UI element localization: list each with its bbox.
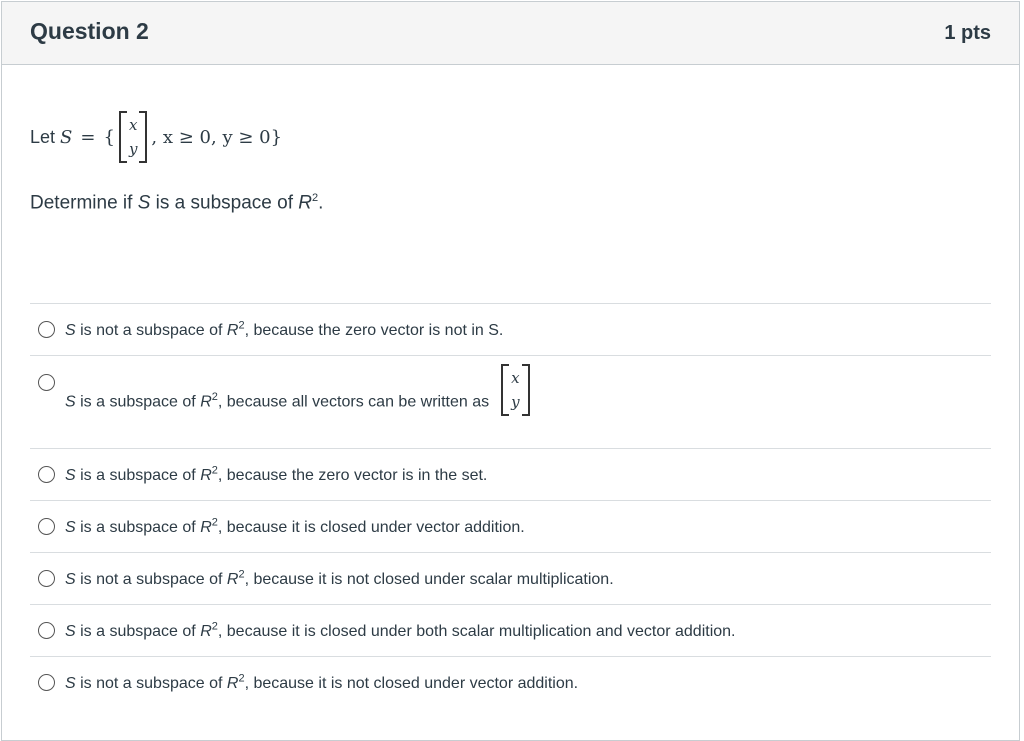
answer-option[interactable] <box>30 552 991 604</box>
set-conditions: , x ≥ 0, y ≥ 0} <box>151 126 283 148</box>
answer-options <box>30 303 991 708</box>
option-S: S <box>65 321 76 339</box>
question-header <box>2 2 1019 65</box>
option-pre: is a subspace of <box>75 518 201 536</box>
option-sup: 2 <box>211 620 218 633</box>
option-S: S <box>65 466 76 484</box>
option-pre: is a subspace of <box>75 393 201 411</box>
option-R: R <box>200 393 212 411</box>
vector-y: y <box>511 393 520 411</box>
vector-y: y <box>128 140 138 158</box>
answer-option[interactable] <box>30 656 991 708</box>
option-R: R <box>226 570 239 588</box>
option-pre: is not a subspace of <box>75 674 227 692</box>
set-definition <box>30 102 991 172</box>
option-R: R <box>200 518 212 536</box>
option-pre: is a subspace of <box>75 622 201 640</box>
option-label[interactable] <box>65 464 487 484</box>
radio-button[interactable] <box>38 374 55 391</box>
option-sup: 2 <box>238 568 245 581</box>
det-S: S <box>137 192 151 214</box>
option-post: , because the zero vector is in the set. <box>217 466 488 484</box>
option-sup: 2 <box>211 464 218 477</box>
det-R: R <box>298 192 312 214</box>
option-S: S <box>65 674 76 692</box>
option-post: , because it is closed under vector addition. <box>217 518 525 536</box>
answer-option[interactable] <box>30 303 991 355</box>
question-prompt <box>30 102 991 214</box>
vector-x: x <box>128 116 138 134</box>
answer-option[interactable] <box>30 500 991 552</box>
option-S: S <box>65 518 76 536</box>
option-pre: is a subspace of <box>75 466 201 484</box>
option-pre: is not a subspace of <box>75 570 227 588</box>
radio-button[interactable] <box>38 570 55 587</box>
option-label[interactable] <box>65 672 578 692</box>
det-sup: 2 <box>312 192 319 204</box>
option-pre: is not a subspace of <box>75 321 227 339</box>
option-S: S <box>65 393 76 411</box>
option-sup: 2 <box>211 516 218 529</box>
option-label[interactable] <box>65 516 525 536</box>
det-text: Determine if <box>30 192 138 214</box>
option-label[interactable] <box>65 369 534 416</box>
answer-option[interactable] <box>30 355 991 448</box>
option-post: , because the zero vector is not in S. <box>244 321 504 339</box>
option-label[interactable] <box>65 568 614 588</box>
question-card <box>1 1 1020 741</box>
option-R: R <box>200 622 212 640</box>
question-title: Question 2 <box>30 18 149 44</box>
option-R: R <box>226 674 239 692</box>
option-label[interactable] <box>65 620 736 640</box>
vector-x: x <box>511 369 520 387</box>
radio-button[interactable] <box>38 674 55 691</box>
radio-button[interactable] <box>38 321 55 338</box>
det-end: . <box>318 192 324 214</box>
radio-button[interactable] <box>38 466 55 483</box>
question-points: 1 pts <box>944 22 991 44</box>
option-vector <box>501 364 529 416</box>
vector <box>119 111 147 163</box>
option-R: R <box>226 321 239 339</box>
option-S: S <box>65 622 76 640</box>
option-S: S <box>65 570 76 588</box>
answer-option[interactable] <box>30 448 991 500</box>
option-post: , because it is closed under both scalar multiplication and vector addition. <box>217 622 736 640</box>
option-post: , because it is not closed under scalar multiplication. <box>244 570 614 588</box>
option-sup: 2 <box>238 319 245 332</box>
option-label[interactable] <box>65 319 503 339</box>
open-brace: { <box>103 126 115 148</box>
radio-button[interactable] <box>38 622 55 639</box>
option-post: , because it is not closed under vector addition. <box>244 674 579 692</box>
let-label: Let <box>30 126 56 147</box>
option-sup: 2 <box>211 390 218 403</box>
question-text <box>30 192 991 214</box>
radio-button[interactable] <box>38 518 55 535</box>
option-R: R <box>200 466 212 484</box>
option-sup: 2 <box>238 672 245 685</box>
set-symbol: S <box>60 126 73 148</box>
answer-option[interactable] <box>30 604 991 656</box>
option-post: , because all vectors can be written as <box>217 393 490 411</box>
equals: = <box>80 126 96 148</box>
det-mid: is a subspace of <box>155 192 299 214</box>
